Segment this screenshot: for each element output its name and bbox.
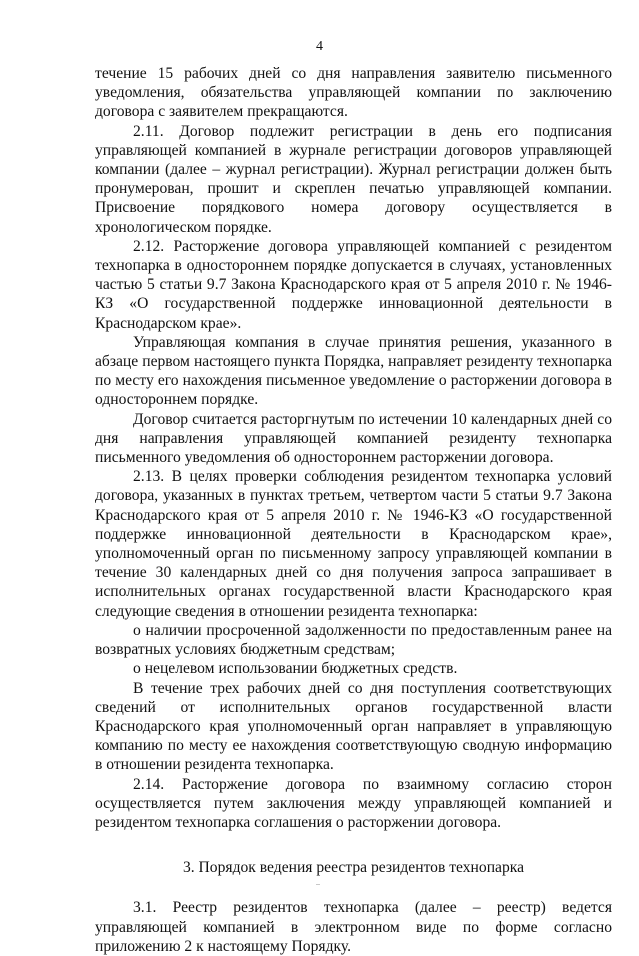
paragraph-2-13-item-misuse: о нецелевом использовании бюджетных средств.: [133, 660, 458, 678]
paragraph-2-13-response: В течение трех рабочих дней со дня поступления соответствующих сведений от исполнительных органов государственной власти Краснодарского края уполномоченный орган направляет в управляющую компанию по месту ее нахождения соответствующую сводную информацию в отношении резидента технопарка.: [95, 679, 612, 774]
paragraph-2-12: 2.12. Расторжение договора управляющей компанией с резидентом технопарка в одностороннем порядке допускается в случаях, установленных частью 5 статьи 9.7 Закона Краснодарского края от 5 апреля 2010 г. № 1946-КЗ «О государственной поддержке инновационной деятельности в Краснодарском крае».: [95, 237, 612, 332]
section-3-heading: 3. Порядок ведения реестра резидентов технопарка: [182, 859, 525, 877]
paragraph-2-11: 2.11. Договор подлежит регистрации в день его подписания управляющей компанией в журнале регистрации договоров управляющей компании (далее – журнал регистрации). Журнал регистрации должен быть пронумерован, прошит и скреплен печатью управляющей компании. Присвоение порядкового номера договору осуществляется в хронологическом порядке.: [95, 122, 612, 236]
scan-artifact: [316, 884, 320, 885]
paragraph-2-12-notice: Управляющая компания в случае принятия решения, указанного в абзаце первом настоящего пункта Порядка, направляет резиденту технопарка по месту его нахождения письменное уведомление о расторжении договора в одностороннем порядке.: [95, 333, 612, 409]
paragraph-continuation: течение 15 рабочих дней со дня направления заявителю письменного уведомления, обязательства управляющей компании по заключению договора с заявителем прекращаются.: [95, 65, 612, 121]
paragraph-2-12-termination: Договор считается расторгнутым по истечении 10 календарных дней со дня направления управляющей компанией резиденту технопарка письменного уведомления об одностороннем расторжении договора.: [95, 410, 612, 467]
paragraph-2-14: 2.14. Расторжение договора по взаимному согласию сторон осуществляется путем заключения между управляющей компанией и резидентом технопарка соглашения о расторжении договора.: [95, 775, 612, 831]
paragraph-3-1: 3.1. Реестр резидентов технопарка (далее – реестр) ведется управляющей компанией в электронном виде по форме согласно приложению 2 к настоящему Порядку.: [95, 899, 612, 955]
document-body: [95, 64, 612, 956]
paragraph-2-13: 2.13. В целях проверки соблюдения резидентом технопарка условий договора, указанных в пунктах третьем, четвертом части 5 статьи 9.7 Закона Краснодарского края от 5 апреля 2010 г. № 1946-КЗ «О государственной поддержке инновационной деятельности в Краснодарском крае», уполномоченный орган по письменному запросу управляющей компании в течение 30 календарных дней со дня получения запроса запрашивает в исполнительных органах государственной власти Краснодарского края следующие сведения в отношении резидента технопарка:: [95, 468, 612, 620]
paragraph-2-13-item-debt: о наличии просроченной задолженности по предоставленным ранее на возвратных условиях бюджетным средствам;: [95, 621, 612, 659]
page-number: 4: [316, 39, 323, 54]
